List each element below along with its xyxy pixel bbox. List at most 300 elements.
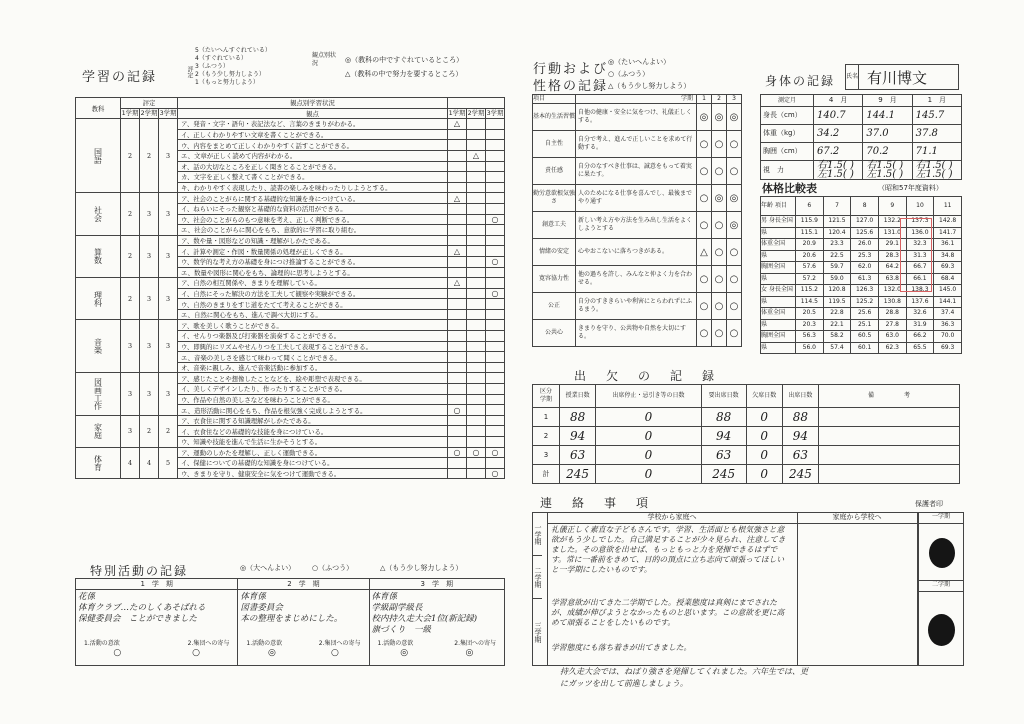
- criteria-1: 1.活動の意欲: [84, 640, 120, 647]
- kanten-mark: [486, 235, 505, 246]
- behavior-name: 公正: [533, 293, 576, 320]
- compare-value: 126.3: [851, 285, 879, 297]
- kanten-mark: [467, 373, 486, 384]
- behavior-row: [533, 239, 742, 266]
- contact-term-3: 三学期: [534, 621, 542, 643]
- behavior-legend-3: △（もう少し努力しよう）: [608, 82, 691, 90]
- compare-value: 63.8: [878, 273, 906, 285]
- behavior-desc: 新しい考え方や方法を生み出し生活をよくしようとする: [576, 212, 697, 239]
- subject-name: 国語: [76, 119, 121, 193]
- attendance-value: 0: [746, 408, 782, 427]
- behavior-table: [532, 94, 742, 347]
- legend-item: 5（たいへんすぐれている）: [195, 47, 271, 54]
- compare-value: 31.9: [906, 319, 934, 331]
- kanten-mark: [486, 225, 505, 236]
- compare-value: 66.1: [906, 273, 934, 285]
- attendance-value: 88: [560, 408, 596, 427]
- compare-row: [761, 296, 962, 308]
- kanten-mark: [448, 203, 467, 214]
- kanten-mark: [486, 320, 505, 331]
- attendance-value: 94: [560, 427, 596, 446]
- kanten-text: ウ、きまりを守り、健康安全に気をつけて運動できる。: [178, 468, 448, 479]
- attendance-note: [819, 446, 960, 465]
- kanten-mark: [467, 119, 486, 130]
- behavior-desc: きまりを守り、公共物や自然を大切にする。: [576, 320, 697, 347]
- behavior-desc: 心やおこないに落ちつきがある。: [576, 239, 697, 266]
- legend-item: 2（もう少し努力しよう）: [195, 71, 265, 78]
- kanten-mark: [486, 384, 505, 395]
- special-term-label: 1 学 期: [76, 579, 238, 590]
- special-criteria: [240, 640, 366, 648]
- attendance-value: 245: [782, 465, 818, 484]
- body-label: 身長（cm）: [761, 107, 814, 125]
- compare-value: 131.0: [878, 227, 906, 239]
- kanten-mark: [486, 129, 505, 140]
- subject-name: 体育: [76, 447, 121, 479]
- kanten-text: キ、わかりやすく表現したり、読書の楽しみを味わったりしようとする。: [178, 182, 448, 193]
- behavior-mark: ○: [712, 158, 727, 185]
- kanten-mark: [448, 129, 467, 140]
- special-text: 花係 体育クラブ…たのしくあそばれる 保健委員会 ことができました: [78, 592, 206, 624]
- grade-value: 5: [159, 447, 178, 479]
- kanten-mark: [486, 299, 505, 310]
- body-value: 37.8: [912, 125, 961, 143]
- grade-value: 3: [140, 320, 159, 373]
- body-value: 71.1: [912, 143, 961, 161]
- compare-value: 28.3: [878, 250, 906, 262]
- grade-value: 3: [159, 373, 178, 415]
- kanten-mark: △: [467, 150, 486, 161]
- kanten-text: オ、音楽に親しみ、進んで音楽活動に参加する。: [178, 362, 448, 373]
- head-k3: 3学期: [486, 109, 504, 118]
- kanten-text: イ、正しくわかりやすい文章を書くことができる。: [178, 129, 448, 140]
- value-2: ◎: [465, 648, 474, 658]
- behavior-mark: ◎: [712, 104, 727, 131]
- kanten-mark: [467, 309, 486, 320]
- grade-value: 4: [121, 447, 140, 479]
- kanten-mark: [467, 458, 486, 469]
- grade-value: 3: [121, 415, 140, 447]
- kanten-mark: [486, 341, 505, 352]
- kanten-mark: [448, 214, 467, 225]
- learning-table: [75, 97, 505, 479]
- grade-value: 2: [121, 193, 140, 235]
- attendance-value: 63: [701, 446, 746, 465]
- behavior-mark: ○: [697, 320, 712, 347]
- grade-value: 2: [140, 119, 159, 193]
- kanten-mark: [467, 341, 486, 352]
- compare-subtitle: （昭和57年度資料）: [878, 184, 943, 192]
- kanten-mark: [486, 373, 505, 384]
- kanten-mark: [486, 140, 505, 151]
- grade-value: 3: [140, 278, 159, 320]
- compare-value: 138.3: [906, 285, 934, 297]
- kanten-mark: [448, 362, 467, 373]
- attendance-head-cell: 要出席日数: [701, 385, 746, 408]
- behavior-mark: ◎: [727, 104, 742, 131]
- kanten-text: ウ、即興的にリズムやせんりつを工夫して表現することができる。: [178, 341, 448, 352]
- kanten-mark: [467, 426, 486, 437]
- contact-term-1: 一学期: [533, 513, 542, 556]
- compare-value: 127.0: [851, 216, 879, 228]
- attendance-row: [533, 408, 960, 427]
- special-term-cell: [238, 590, 369, 666]
- from-home-head: 家庭から学校へ: [797, 513, 917, 524]
- kanten-mark: [448, 373, 467, 384]
- contact-t3b: 持久走大会では、ねばり強さを発揮してくれました。六年生では、更にガッツを出して前進しましょう。: [560, 667, 808, 688]
- kanten-mark: [467, 394, 486, 405]
- behavior-legend-1: ◎（たいへんよい）: [608, 58, 671, 66]
- compare-value: 65.5: [906, 342, 934, 354]
- legend-item: 1（もっと努力しよう）: [195, 79, 259, 86]
- kanten-text: ウ、内容をまとめて正しくわかりやすく話すことができる。: [178, 140, 448, 151]
- compare-value: 56.3: [796, 331, 824, 343]
- learning-title: 学習の記録: [82, 70, 158, 85]
- compare-age: 11: [934, 197, 962, 216]
- compare-value: 32.3: [906, 239, 934, 251]
- kanten-mark: [467, 172, 486, 183]
- kanten-mark: ○: [448, 447, 467, 458]
- compare-value: 56.0: [796, 342, 824, 354]
- kanten-mark: [467, 362, 486, 373]
- body-value: 右1.5( ) 左1.5( ): [814, 161, 863, 180]
- special-values: [240, 648, 366, 658]
- compare-value: 63.0: [878, 331, 906, 343]
- compare-value: 36.1: [934, 239, 962, 251]
- behavior-head-term: 学期: [576, 95, 697, 104]
- grade-value: 3: [121, 320, 140, 373]
- kanten-mark: [448, 426, 467, 437]
- grade-value: 3: [140, 235, 159, 277]
- kanten-mark: [467, 246, 486, 257]
- kanten-mark: [486, 278, 505, 289]
- body-month: 9 月: [863, 95, 912, 107]
- compare-value: 115.1: [796, 227, 824, 239]
- compare-value: 62.0: [851, 262, 879, 274]
- compare-value: 141.7: [934, 227, 962, 239]
- compare-value: 25.1: [851, 319, 879, 331]
- special-legend-2: ○（ふつう）: [312, 564, 354, 572]
- compare-row: [761, 308, 962, 320]
- legend-label: 評定: [186, 66, 193, 78]
- compare-value: 130.8: [878, 296, 906, 308]
- behavior-title-1: 行動および: [533, 62, 609, 77]
- behavior-mark: ◎: [697, 104, 712, 131]
- special-body-row: [76, 590, 505, 666]
- special-term-cell: [369, 590, 504, 666]
- body-row: [761, 161, 962, 180]
- name-label: 氏名: [846, 65, 859, 89]
- subject-row: [76, 320, 505, 331]
- student-name: 有川博文: [867, 68, 928, 87]
- head-t1: 1学期: [121, 109, 139, 118]
- compare-value: 29.1: [878, 239, 906, 251]
- kanten-mark: [467, 288, 486, 299]
- kanten-mark: [467, 235, 486, 246]
- compare-value: 20.3: [796, 319, 824, 331]
- kanten-mark: [448, 352, 467, 363]
- grade-value: 3: [159, 119, 178, 193]
- compare-value: 37.4: [934, 308, 962, 320]
- compare-value: 132.0: [878, 285, 906, 297]
- attendance-value: 63: [560, 446, 596, 465]
- compare-item: 県: [761, 273, 796, 285]
- compare-item: 胸囲全国: [761, 331, 796, 343]
- grade-value: 3: [159, 235, 178, 277]
- attendance-value: 88: [782, 408, 818, 427]
- compare-value: 34.8: [934, 250, 962, 262]
- attendance-value: 0: [596, 408, 702, 427]
- contact-divider: [797, 524, 798, 665]
- compare-value: 25.3: [851, 250, 879, 262]
- body-value: 145.7: [912, 107, 961, 125]
- behavior-head: [533, 95, 742, 104]
- body-table: [760, 94, 962, 180]
- compare-age: 7: [823, 197, 851, 216]
- compare-value: 132.2: [878, 216, 906, 228]
- behavior-desc: 自分のなすべき仕事は、誠意をもって着実に果たす。: [576, 158, 697, 185]
- behavior-desc: 他の過ちを許し、みんなと仲よく力を合わせる。: [576, 266, 697, 293]
- attendance-value: 94: [701, 427, 746, 446]
- grade-value: 2: [121, 235, 140, 277]
- body-value: 34.2: [814, 125, 863, 143]
- compare-value: 22.8: [823, 308, 851, 320]
- grade-value: 3: [159, 320, 178, 373]
- value-1: ◎: [267, 648, 276, 658]
- compare-value: 36.3: [934, 319, 962, 331]
- compare-value: 69.3: [934, 342, 962, 354]
- compare-row: [761, 331, 962, 343]
- compare-value: 23.3: [823, 239, 851, 251]
- attendance-head-cell: 出席停止・忌引き等の日数: [596, 385, 702, 408]
- body-value: 37.0: [863, 125, 912, 143]
- grade-value: 2: [140, 415, 159, 447]
- kanten-text: ア、数や量・図形などの知識・理解がしかたである。: [178, 235, 448, 246]
- grade-legend: [195, 47, 271, 87]
- kanten-mark: [448, 394, 467, 405]
- head-t2: 2学期: [140, 109, 158, 118]
- kanten-mark: [486, 246, 505, 257]
- attendance-row: [533, 465, 960, 484]
- kanten-text: イ、ねらいにそった観察と基礎的な資料の活用ができる。: [178, 203, 448, 214]
- grade-value: 2: [121, 119, 140, 193]
- kanten-mark: [448, 384, 467, 395]
- head-k2: 2学期: [467, 109, 485, 118]
- special-legend-3: △（もう少し努力しよう）: [380, 564, 463, 572]
- kanten-mark: [448, 309, 467, 320]
- compare-value: 60.5: [851, 331, 879, 343]
- attendance-row: [533, 427, 960, 446]
- compare-value: 125.2: [851, 296, 879, 308]
- kanten-mark: [467, 352, 486, 363]
- contact-t3a: 学習態度にも落ち着きが出てきました。: [551, 643, 692, 652]
- kanten-mark: ○: [486, 214, 505, 225]
- kanten-mark: [467, 278, 486, 289]
- kanten-text: イ、美しくデザインしたり、作ったりすることができる。: [178, 384, 448, 395]
- kanten-mark: [467, 331, 486, 342]
- compare-item: 県: [761, 250, 796, 262]
- behavior-desc: 自分で考え、進んで正しいことを求めて行動する。: [576, 131, 697, 158]
- stamp-label: 保護者印: [915, 500, 943, 508]
- kanten-mark: [467, 129, 486, 140]
- compare-value: 144.1: [934, 296, 962, 308]
- kanten-text: オ、話の大切なところを正しく聞きとることができる。: [178, 161, 448, 172]
- kanten-mark: ○: [448, 405, 467, 416]
- kanten-text: ウ、自然のきまりをすじ道をたてて考えることができる。: [178, 299, 448, 310]
- kanten-text: ウ、作品や自然の美しさなどを味わうことができる。: [178, 394, 448, 405]
- compare-value: 59.0: [823, 273, 851, 285]
- attendance-term: 計: [533, 465, 560, 484]
- stamp-term-2: 二学期: [919, 581, 963, 592]
- kanten-mark: [467, 256, 486, 267]
- subject-name: 算数: [76, 235, 121, 277]
- attendance-head-cell: 区分 学期: [533, 385, 560, 408]
- special-criteria: [78, 640, 235, 648]
- kanten-mark: △: [448, 119, 467, 130]
- special-term-cell: [76, 590, 238, 666]
- behavior-term: 2: [712, 95, 727, 104]
- stamp-cell-1: [919, 524, 963, 581]
- kanten-text: イ、衣食住などの基礎的な技能を身につけている。: [178, 426, 448, 437]
- attendance-term: 3: [533, 446, 560, 465]
- compare-item: 女 身長全国: [761, 285, 796, 297]
- attendance-value: 245: [701, 465, 746, 484]
- body-label: 体重（kg）: [761, 125, 814, 143]
- compare-item: 県: [761, 296, 796, 308]
- kanten-text: ア、衣食住に関する知識理解がしかたである。: [178, 415, 448, 426]
- special-legend-1: ◎（大へんよい）: [240, 564, 296, 572]
- from-school-head: 学校から家庭へ: [547, 513, 798, 524]
- compare-value: 69.3: [934, 262, 962, 274]
- kanten-mark: [467, 320, 486, 331]
- body-row: [761, 143, 962, 161]
- behavior-name: 基本的生活習慣: [533, 104, 576, 131]
- grade-value: 3: [159, 278, 178, 320]
- criteria-2: 2.集団への寄与: [187, 640, 230, 647]
- attendance-note: [819, 408, 960, 427]
- compare-value: 137.3: [906, 216, 934, 228]
- criteria-2: 2.集団への寄与: [318, 640, 361, 647]
- behavior-mark: ○: [712, 239, 727, 266]
- body-value: 右1.5( ) 左1.5( ): [863, 161, 912, 180]
- kanten-text: エ、社会のことがらに関心をもち、意欲的に学習に取り組む。: [178, 225, 448, 236]
- legend-item: 3（ふつう）: [195, 63, 229, 70]
- kanten-mark: [486, 394, 505, 405]
- behavior-mark: ○: [727, 131, 742, 158]
- subject-row: [76, 373, 505, 384]
- compare-item: 県: [761, 319, 796, 331]
- compare-age: 8: [851, 197, 879, 216]
- kanten-mark: [486, 405, 505, 416]
- kanten-mark: [467, 384, 486, 395]
- compare-age: 6: [796, 197, 824, 216]
- attendance-value: 0: [746, 465, 782, 484]
- subject-row: [76, 278, 505, 289]
- behavior-row: [533, 158, 742, 185]
- kanten-mark: [448, 458, 467, 469]
- name-box: [845, 64, 959, 90]
- behavior-legend-2: ○（ふつう）: [608, 70, 650, 78]
- compare-value: 22.1: [823, 319, 851, 331]
- grade-value: 3: [121, 373, 140, 415]
- kanten-mark: △: [448, 193, 467, 204]
- compare-item: 胸囲全国: [761, 262, 796, 274]
- compare-value: 64.2: [878, 262, 906, 274]
- compare-value: 121.5: [823, 216, 851, 228]
- kanten-text: ウ、数学的な考え方の基礎を身につけ推論することができる。: [178, 256, 448, 267]
- compare-value: 57.4: [823, 342, 851, 354]
- grade-value: 3: [140, 373, 159, 415]
- compare-title: 体格比較表: [762, 182, 817, 195]
- behavior-mark: ○: [712, 212, 727, 239]
- compare-value: 142.8: [934, 216, 962, 228]
- compare-row: [761, 319, 962, 331]
- compare-item: 県: [761, 342, 796, 354]
- kanten-mark: [448, 341, 467, 352]
- attendance-term: 2: [533, 427, 560, 446]
- compare-value: 25.6: [851, 308, 879, 320]
- body-value: 70.2: [863, 143, 912, 161]
- behavior-desc: 人のためになる仕事を喜んでし、最後までやり通す: [576, 185, 697, 212]
- behavior-mark: ○: [697, 266, 712, 293]
- kanten-mark: △: [448, 278, 467, 289]
- kanten-mark: [448, 140, 467, 151]
- behavior-name: 寛容協力性: [533, 266, 576, 293]
- compare-value: 20.6: [796, 250, 824, 262]
- compare-value: 27.8: [878, 319, 906, 331]
- compare-row: [761, 342, 962, 354]
- kanten-text: ア、発音・文字・語句・表記法など、言葉のきまりがわかる。: [178, 119, 448, 130]
- behavior-mark: ○: [697, 293, 712, 320]
- body-value: 67.2: [814, 143, 863, 161]
- kanten-mark: [486, 437, 505, 448]
- behavior-name: 自主性: [533, 131, 576, 158]
- compare-item: 県: [761, 227, 796, 239]
- kanten-mark: [486, 331, 505, 342]
- special-head-row: [76, 579, 505, 590]
- kanten-mark: [467, 203, 486, 214]
- attendance-head-cell: 授業日数: [560, 385, 596, 408]
- attendance-value: 245: [560, 465, 596, 484]
- compare-value: 145.0: [934, 285, 962, 297]
- kanten-text: ア、社会のことがらに関する基礎的な知識を身につけている。: [178, 193, 448, 204]
- attendance-head-cell: 欠席日数: [746, 385, 782, 408]
- body-value: 140.7: [814, 107, 863, 125]
- kanten-mark: [448, 437, 467, 448]
- compare-value: 57.2: [796, 273, 824, 285]
- behavior-mark: ○: [727, 266, 742, 293]
- body-value: 右1.5( ) 左1.5( ): [912, 161, 961, 180]
- kanten-text: ア、歌を美しく歌うことができる。: [178, 320, 448, 331]
- body-month: 1 月: [912, 95, 961, 107]
- head-kanten-big: 観点別学習状況: [178, 98, 448, 109]
- behavior-row: [533, 185, 742, 212]
- kanten-mark: [448, 235, 467, 246]
- kanten-mark: [486, 172, 505, 183]
- kanten-text: イ、自然にそった解決の方法を工夫して観察や実験ができる。: [178, 288, 448, 299]
- attendance-term: 1: [533, 408, 560, 427]
- compare-item: 男 身長全国: [761, 216, 796, 228]
- grade-value: 2: [159, 415, 178, 447]
- body-title: 身体の記録: [765, 74, 836, 88]
- compare-item: 体重全国: [761, 308, 796, 320]
- kanten-text: ウ、知識や技能を進んで生活に生かそうとする。: [178, 437, 448, 448]
- behavior-mark: ○: [697, 212, 712, 239]
- behavior-name: 責任感: [533, 158, 576, 185]
- kanten-mark: [448, 150, 467, 161]
- value-2: ○: [192, 648, 200, 658]
- kanten-text: イ、せんりつ楽器及び打楽器を演奏することができる。: [178, 331, 448, 342]
